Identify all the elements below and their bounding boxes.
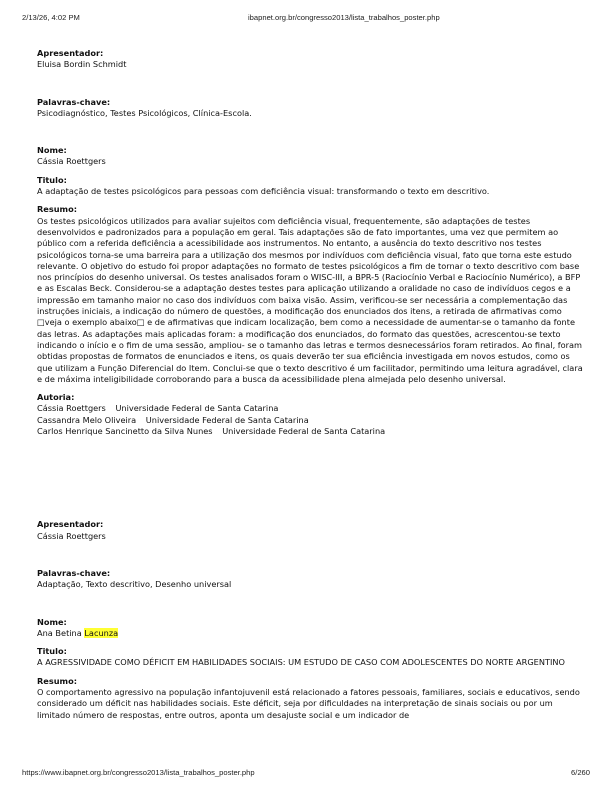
autoria-label: Autoria: — [37, 392, 75, 403]
nome-highlighted: Lacunza — [84, 627, 119, 638]
nome-label: Nome: — [37, 616, 67, 627]
author-institution: Universidade Federal de Santa Catarina — [222, 426, 386, 437]
print-page-url: ibapnet.org.br/congresso2013/lista_trabalhos_poster.php — [248, 13, 440, 22]
author-row — [37, 426, 585, 437]
print-datetime: 2/13/26, 4:02 PM — [22, 13, 80, 22]
author-institution: Universidade Federal de Santa Catarina — [145, 414, 309, 425]
palavras-chave-label: Palavras-chave: — [37, 567, 111, 578]
palavras-chave-label: Palavras-chave: — [37, 96, 111, 107]
author-name: Cássia Roettgers — [37, 403, 106, 414]
nome-value: Cássia Roettgers — [37, 156, 106, 167]
apresentador-value: Cássia Roettgers — [37, 530, 106, 541]
palavras-chave-value: Adaptação, Texto descritivo, Desenho universal — [37, 579, 232, 590]
resumo-value: Os testes psicológicos utilizados para avaliar sujeitos com deficiência visual, frequentemente, são adaptações de testes desenvolvidos e padronizados para a população em geral. Tais adaptações são de fato importantes, uma vez que permitem ao público com a referida deficiência a acessibilidade aos instrumentos. No entanto, a ausência do texto descritivo nos testes psicológicos torna-se uma barreira para a utilização dos mesmos por indivíduos com deficiência visual, fato que torna este estudo relevante. O objetivo do estudo foi propor adaptações no formato de testes psicológicos a fim de tornar o texto descritivo com base nos princípios do desenho universal. Os testes analisados foram o WISC-III, a BPR-5 (Raciocínio Verbal e Raciocínio Numérico), a BFP e as Escalas Beck. Considerou-se a adaptação destes testes para aplicação utilizando a oralidade no caso de indivíduos cegos e a impressão em tamanho maior no caso dos indivíduos com baixa visão. Assim, verificou-se ser necessária a complementação das instruções iniciais, a indicação do número de questões, a modificação dos enunciados dos itens, a retirada de afirmativas como □veja o exemplo abaixo□ e de afirmativas que indicam localização, bem como a necessidade de aumentar-se o tamanho da fonte das letras. As adaptações mais aplicadas foram: a modificação dos enunciados, do formato das questões, acrescentou-se texto indicando o início e o fim de uma sessão, ampliou- se o tamanho das letras e termos desnecessários foram retirados. Ao final, foram obtidas propostas de formatos de enunciados e itens, os quais deverão ter sua eficiência investigada em novos estudos, como os que utilizam a Função Diferencial do Item. Conclui-se que o texto descritivo é um facilitador, permitindo uma leitura agradável, clara e de máxima inteligibilidade corroborando para a busca da acessibilidade plena almejada pelo desenho universal. — [37, 215, 583, 384]
page-number: 6/260 — [570, 768, 590, 777]
resumo-value: O comportamento agressivo na população infantojuvenil está relacionado a fatores pessoais, familiares, sociais e educativos, sendo considerado um déficit nas habilidades sociais. Este déficit, seja por dificuldades na interpretação de sinais sociais ou por um limitado número de respostas, entre outros, aponta um desajuste social e um indicador de — [37, 686, 580, 720]
entry-2 — [37, 145, 585, 590]
nome-label: Nome: — [37, 145, 67, 156]
nome-value — [37, 628, 585, 639]
titulo-label: Titulo: — [37, 174, 67, 185]
entry-3 — [37, 617, 585, 721]
author-institution: Universidade Federal de Santa Catarina — [115, 403, 279, 414]
apresentador-label: Apresentador: — [37, 519, 104, 530]
apresentador-label: Apresentador: — [37, 48, 104, 58]
entry-1 — [37, 48, 585, 119]
palavras-chave-value: Psicodiagnóstico, Testes Psicológicos, Clínica-Escola. — [37, 107, 252, 118]
author-row — [37, 415, 585, 426]
apresentador-value: Eluisa Bordin Schmidt — [37, 59, 127, 70]
author-row — [37, 403, 585, 414]
titulo-label: Titulo: — [37, 646, 67, 657]
resumo-label: Resumo: — [37, 204, 77, 215]
document-content — [37, 48, 585, 721]
titulo-value: A adaptação de testes psicológicos para pessoas com deficiência visual: transformando o texto em descritivo. — [37, 186, 490, 197]
titulo-value: A AGRESSIVIDADE COMO DÉFICIT EM HABILIDADES SOCIAIS: UM ESTUDO DE CASO COM ADOLESCENTES DO NORTE ARGENTINO — [37, 657, 565, 668]
nome-first: Ana Betina — [37, 627, 82, 638]
resumo-label: Resumo: — [37, 675, 77, 686]
author-name: Carlos Henrique Sancinetto da Silva Nunes — [37, 426, 213, 437]
author-name: Cassandra Melo Oliveira — [37, 414, 137, 425]
print-full-url: https://www.ibapnet.org.br/congresso2013/lista_trabalhos_poster.php — [22, 768, 255, 777]
